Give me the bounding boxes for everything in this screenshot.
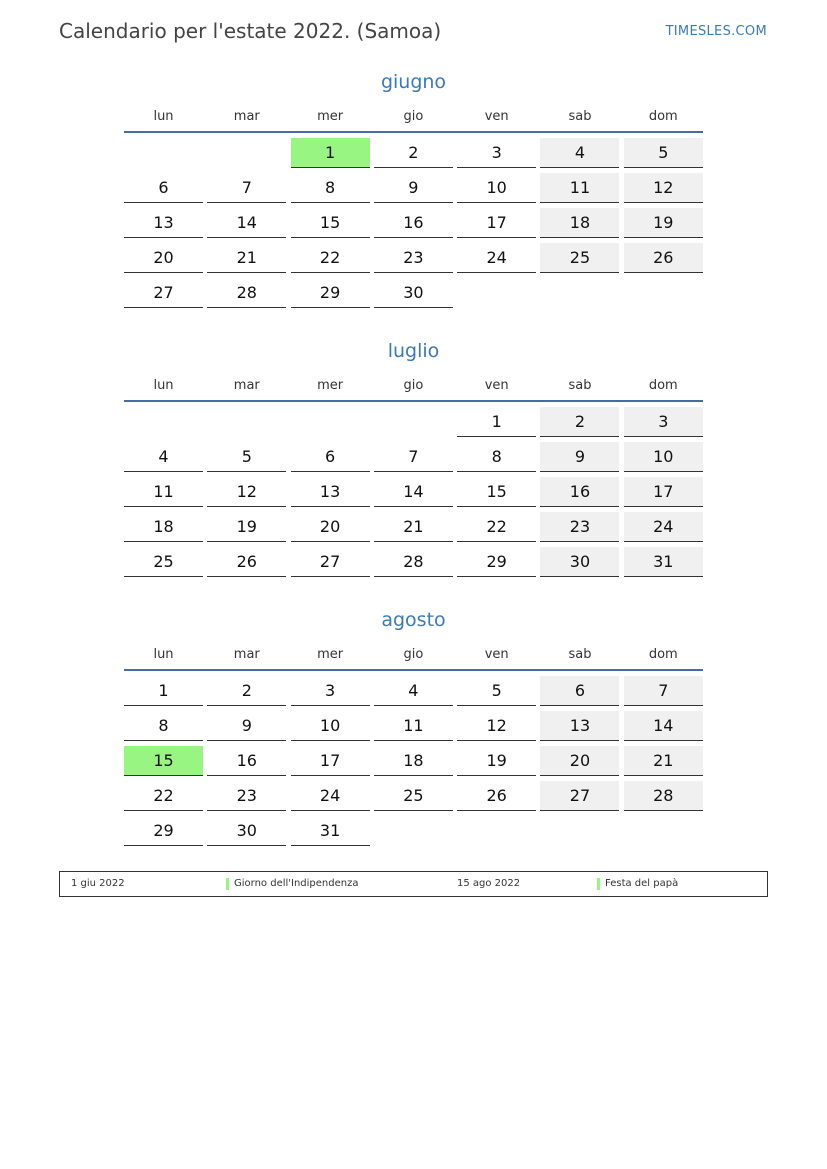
day-cell: 20 [540,746,619,776]
day-cell: 17 [291,746,370,776]
legend-date: 15 ago 2022 [457,878,521,889]
day-cell: 8 [124,711,203,741]
day-cell: 2 [207,676,286,706]
empty-cell [124,407,203,436]
day-cell: 14 [374,477,453,507]
month-title: agosto [381,609,446,631]
day-cell: 4 [374,676,453,706]
day-cell: 26 [457,781,536,811]
weekday-label: mer [317,108,344,124]
empty-cell [207,138,286,167]
day-cell: 1 [457,407,536,437]
weekday-label: mar [233,108,260,124]
day-cell: 29 [291,278,370,308]
weekday-label: lun [153,646,174,662]
day-cell: 19 [457,746,536,776]
day-cell: 12 [457,711,536,741]
day-cell: 23 [374,243,453,273]
weekday-header-row [124,639,703,671]
month-title: luglio [387,340,440,362]
month-title: giugno [380,71,447,93]
day-cell: 6 [540,676,619,706]
weekday-label: gio [403,108,424,124]
day-cell: 22 [291,243,370,273]
month-july [124,336,703,577]
empty-cell [124,138,203,167]
day-cell: 3 [624,407,703,437]
weekday-label: dom [648,108,678,124]
day-cell: 2 [540,407,619,437]
day-cell: 21 [624,746,703,776]
day-cell: 27 [291,547,370,577]
site-link[interactable]: TIMESLES.COM [665,24,767,39]
weekday-label: mer [317,377,344,393]
weekday-header-row [124,370,703,402]
day-cell: 18 [540,208,619,238]
day-cell: 15 [457,477,536,507]
weekday-header-row [124,101,703,133]
day-cell: 14 [624,711,703,741]
legend-holiday-name: Festa del papà [605,878,679,889]
day-cell: 22 [457,512,536,542]
day-cell: 21 [374,512,453,542]
day-cell: 3 [457,138,536,168]
day-cell: 12 [207,477,286,507]
empty-cell [374,407,453,436]
day-cell: 29 [457,547,536,577]
day-cell: 3 [291,676,370,706]
day-cell: 16 [374,208,453,238]
weekday-label: dom [648,646,678,662]
day-cell: 30 [374,278,453,308]
empty-cell [207,407,286,436]
day-cell: 25 [374,781,453,811]
weekday-label: gio [403,377,424,393]
day-cell: 7 [374,442,453,472]
day-cell: 28 [374,547,453,577]
holiday-day-cell: 1 [291,138,370,168]
day-cell: 19 [207,512,286,542]
days-grid [124,676,703,846]
day-cell: 7 [207,173,286,203]
day-cell: 24 [457,243,536,273]
day-cell: 10 [291,711,370,741]
weekday-label: gio [403,646,424,662]
day-cell: 25 [540,243,619,273]
day-cell: 23 [207,781,286,811]
day-cell: 17 [624,477,703,507]
day-cell: 11 [540,173,619,203]
day-cell: 6 [291,442,370,472]
day-cell: 14 [207,208,286,238]
month-june [124,67,703,308]
day-cell: 5 [207,442,286,472]
day-cell: 5 [457,676,536,706]
day-cell: 16 [540,477,619,507]
holiday-color-marker [597,878,600,890]
day-cell: 10 [457,173,536,203]
holiday-day-cell: 15 [124,746,203,776]
day-cell: 8 [457,442,536,472]
day-cell: 31 [291,816,370,846]
day-cell: 28 [207,278,286,308]
day-cell: 30 [207,816,286,846]
weekday-label: mar [233,646,260,662]
month-august [124,605,703,846]
days-grid [124,407,703,577]
day-cell: 26 [624,243,703,273]
day-cell: 9 [374,173,453,203]
day-cell: 25 [124,547,203,577]
day-cell: 24 [291,781,370,811]
day-cell: 6 [124,173,203,203]
day-cell: 27 [540,781,619,811]
holiday-color-marker [226,878,229,890]
day-cell: 30 [540,547,619,577]
weekday-label: sab [568,646,592,662]
day-cell: 29 [124,816,203,846]
day-cell: 18 [124,512,203,542]
day-cell: 13 [540,711,619,741]
day-cell: 8 [291,173,370,203]
day-cell: 4 [540,138,619,168]
day-cell: 5 [624,138,703,168]
day-cell: 20 [291,512,370,542]
day-cell: 19 [624,208,703,238]
weekday-label: ven [484,108,509,124]
legend-holiday-name: Giorno dell'Indipendenza [234,878,359,889]
day-cell: 2 [374,138,453,168]
day-cell: 28 [624,781,703,811]
day-cell: 10 [624,442,703,472]
day-cell: 21 [207,243,286,273]
weekday-label: mer [317,646,344,662]
day-cell: 17 [457,208,536,238]
days-grid [124,138,703,308]
day-cell: 7 [624,676,703,706]
weekday-label: dom [648,377,678,393]
day-cell: 26 [207,547,286,577]
weekday-label: lun [153,108,174,124]
day-cell: 27 [124,278,203,308]
day-cell: 20 [124,243,203,273]
day-cell: 11 [124,477,203,507]
day-cell: 23 [540,512,619,542]
day-cell: 18 [374,746,453,776]
day-cell: 22 [124,781,203,811]
day-cell: 1 [124,676,203,706]
weekday-label: ven [484,646,509,662]
weekday-label: lun [153,377,174,393]
empty-cell [291,407,370,436]
day-cell: 9 [540,442,619,472]
day-cell: 15 [291,208,370,238]
weekday-label: ven [484,377,509,393]
day-cell: 11 [374,711,453,741]
page-title: Calendario per l'estate 2022. (Samoa) [59,19,442,43]
weekday-label: sab [568,377,592,393]
day-cell: 12 [624,173,703,203]
day-cell: 31 [624,547,703,577]
legend-date: 1 giu 2022 [71,878,125,889]
weekday-label: sab [568,108,592,124]
day-cell: 9 [207,711,286,741]
day-cell: 4 [124,442,203,472]
day-cell: 24 [624,512,703,542]
day-cell: 16 [207,746,286,776]
weekday-label: mar [233,377,260,393]
holiday-legend [59,871,768,897]
day-cell: 13 [291,477,370,507]
day-cell: 13 [124,208,203,238]
